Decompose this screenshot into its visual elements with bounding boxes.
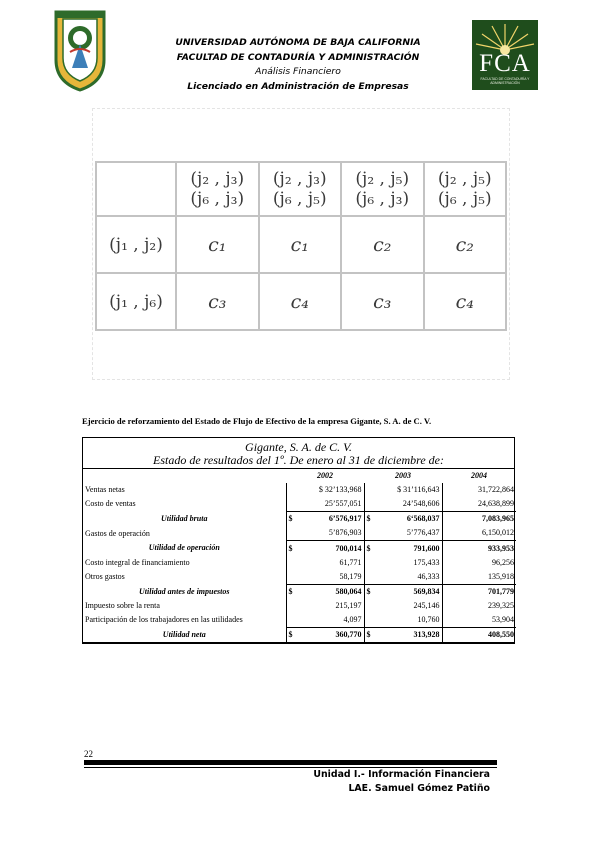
row-label: Utilidad de operación (148, 543, 220, 553)
row-label: Otros gastos (85, 571, 125, 581)
currency-symbol: $ (366, 543, 371, 553)
footer-unit: Unidad I.- Información Financiera (313, 769, 490, 780)
fca-logo (472, 20, 538, 90)
currency-symbol: $ (288, 514, 293, 524)
row-label: Ventas netas (85, 485, 125, 495)
subtotal-row (83, 628, 516, 643)
fca-logo-caption: FACULTAD DE CONTADURÍA Y ADMINISTRACIÓN (480, 77, 530, 85)
year-header: 2002 (317, 471, 333, 481)
value-2004: 31,722,864 (442, 483, 516, 497)
university-name: UNIVERSIDAD AUTÓNOMA DE BAJA CALIFORNIA (175, 37, 421, 48)
matrix-cell: c₂ (341, 216, 424, 273)
document-header (130, 36, 466, 94)
exercise-title: Ejercicio de reforzamiento del Estado de Flujo de Efectivo de la empresa Gigante, S. A. de C. V. (82, 416, 432, 426)
table-row (83, 570, 516, 585)
table-row (83, 613, 516, 628)
currency-symbol: $ (288, 543, 293, 553)
amount: 700,014 (335, 543, 362, 553)
income-statement (82, 437, 515, 644)
value-2004: 135,918 (442, 570, 516, 585)
value-2004: 7,083,965 (442, 512, 516, 527)
program-name: Licenciado en Administración de Empresas (187, 80, 409, 92)
amount: 580,064 (335, 586, 362, 596)
label-column-header (83, 469, 286, 483)
currency-symbol: $ (366, 514, 371, 524)
amount: $ 32’133,968 (318, 485, 362, 495)
amount: 791,600 (413, 543, 440, 553)
value-2002 (286, 526, 364, 541)
footer (290, 768, 490, 796)
matrix-cell: c₁ (176, 216, 259, 273)
value-2003 (364, 526, 442, 541)
value-2003 (364, 497, 442, 512)
amount: 313,928 (413, 630, 440, 640)
matrix-cell: c₃ (341, 273, 424, 330)
amount: 215,197 (335, 600, 362, 610)
matrix-col-header: (j₂ , j₅) (j₆ , j₅) (424, 162, 507, 216)
matrix-col-header: (j₂ , j₅) (j₆ , j₃) (341, 162, 424, 216)
currency-symbol: $ (288, 630, 293, 640)
row-label: Utilidad bruta (161, 514, 208, 524)
value-2003 (364, 599, 442, 613)
value-2002 (286, 570, 364, 585)
value-2002 (286, 628, 364, 643)
matrix-col-header: (j₂ , j₃) (j₆ , j₅) (259, 162, 342, 216)
currency-symbol: $ (366, 586, 371, 596)
year-header-row (83, 469, 516, 483)
amount: $ 31’116,643 (397, 485, 440, 495)
value-2004: 239,325 (442, 599, 516, 613)
matrix-corner-cell (96, 162, 176, 216)
value-2003 (364, 628, 442, 643)
value-2002 (286, 599, 364, 613)
value-2004: 408,550 (442, 628, 516, 643)
row-label: Gastos de operación (85, 528, 150, 538)
amount: 61,771 (339, 557, 362, 567)
value-2003 (364, 541, 442, 556)
assignment-matrix (95, 161, 507, 331)
matrix-col-header: (j₂ , j₃) (j₆ , j₃) (176, 162, 259, 216)
amount: 6’576,917 (328, 514, 362, 524)
value-2003 (364, 570, 442, 585)
value-2004: 701,779 (442, 584, 516, 599)
matrix-cell: c₄ (424, 273, 507, 330)
value-2003 (364, 584, 442, 599)
amount: 24’548,606 (402, 499, 440, 509)
subtotal-row (83, 584, 516, 599)
table-row (83, 599, 516, 613)
value-2002 (286, 613, 364, 628)
subtotal-row (83, 541, 516, 556)
row-label: Costo de ventas (85, 499, 136, 509)
amount: 10,760 (417, 614, 440, 624)
value-2002 (286, 497, 364, 512)
value-2003 (364, 556, 442, 570)
year-header: 2003 (395, 471, 411, 481)
matrix-cell: c₄ (259, 273, 342, 330)
university-crest-logo (52, 8, 108, 92)
footer-rule-thick (84, 760, 497, 765)
matrix-row-header: (j₁ , j₆) (96, 273, 176, 330)
matrix-cell: c₁ (259, 216, 342, 273)
table-row (83, 497, 516, 512)
amount: 569,834 (413, 586, 440, 596)
value-2003 (364, 613, 442, 628)
value-2002 (286, 556, 364, 570)
row-label: Participación de los trabajadores en las utilidades (85, 615, 243, 625)
value-2003 (364, 483, 442, 497)
fca-logo-text: FCA (479, 50, 531, 77)
matrix-row-header: (j₁ , j₂) (96, 216, 176, 273)
statement-company: Gigante, S. A. de C. V. (245, 440, 352, 454)
row-label: Costo integral de financiamiento (85, 557, 190, 567)
value-2004: 24,638,899 (442, 497, 516, 512)
amount: 58,179 (339, 571, 362, 581)
currency-symbol: $ (366, 630, 371, 640)
amount: 175,433 (413, 557, 440, 567)
row-label: Utilidad antes de impuestos (139, 586, 230, 596)
amount: 245,146 (413, 600, 440, 610)
amount: 4,097 (343, 614, 362, 624)
matrix-cell: c₃ (176, 273, 259, 330)
value-2002 (286, 584, 364, 599)
value-2004: 53,904 (442, 613, 516, 628)
amount: 6‘568,037 (406, 514, 440, 524)
row-label: Utilidad neta (162, 629, 206, 639)
page-number: 22 (84, 749, 93, 759)
value-2004: 933,953 (442, 541, 516, 556)
year-header: 2004 (471, 471, 487, 481)
matrix-cell: c₂ (424, 216, 507, 273)
footer-author: LAE. Samuel Gómez Patiño (348, 783, 490, 794)
value-2004: 96,256 (442, 556, 516, 570)
amount: 360,770 (335, 630, 362, 640)
amount: 46,333 (417, 571, 440, 581)
statement-subtitle: Estado de resultados del 1º. De enero al 31 de diciembre de: (83, 454, 514, 469)
value-2002 (286, 483, 364, 497)
table-row (83, 556, 516, 570)
value-2004: 6,150,012 (442, 526, 516, 541)
table-row (83, 483, 516, 497)
income-statement-table (83, 469, 516, 642)
table-row (83, 526, 516, 541)
value-2002 (286, 512, 364, 527)
subtotal-row (83, 512, 516, 527)
matrix-figure (92, 108, 510, 380)
amount: 25’557,051 (324, 499, 362, 509)
value-2002 (286, 541, 364, 556)
course-name: Análisis Financiero (255, 66, 341, 77)
value-2003 (364, 512, 442, 527)
faculty-name: FACULTAD DE CONTADURÍA Y ADMINISTRACIÓN (176, 51, 420, 63)
amount: 5’876,903 (328, 528, 362, 538)
currency-symbol: $ (288, 586, 293, 596)
amount: 5’776,437 (406, 528, 440, 538)
row-label: Impuesto sobre la renta (85, 600, 160, 610)
